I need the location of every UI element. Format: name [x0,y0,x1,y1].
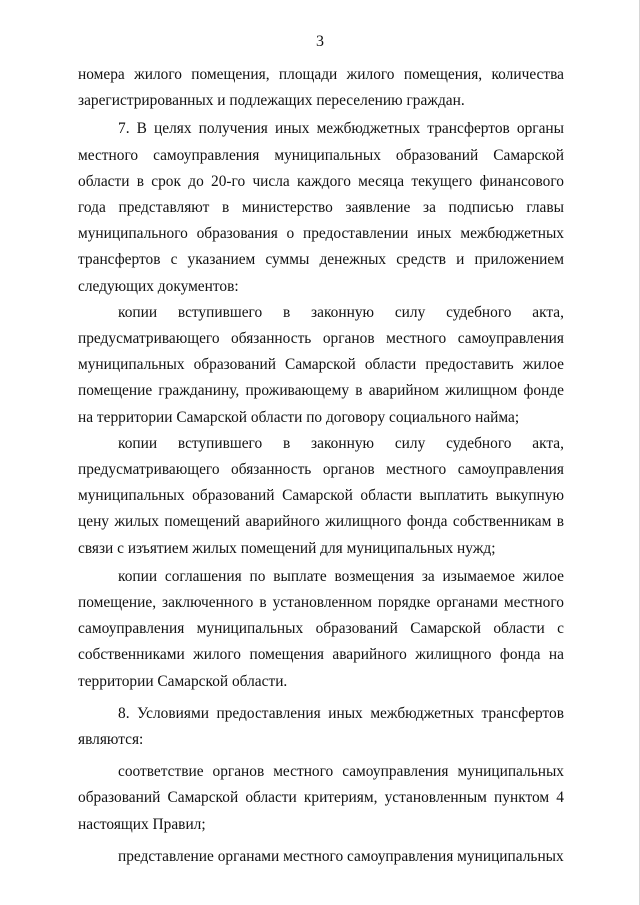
paragraph-clause-7: 7. В целях получения иных межбюджетных трансфертов органы местного самоуправления муниципальных образований Самарской области в срок до 20-го числа каждого месяца текущего финансового года представляют в министерство заявление за подписью главы муниципального образования о предоставлении иных межбюджетных трансфертов с указанием суммы денежных средств и приложением следующих документов: [78,120,564,295]
paragraph-condition-criteria: соответствие органов местного самоуправления муниципальных образований Самарской области критериям, установленным пунктом 4 настоящих Правил; [78,763,564,833]
document-body [78,62,564,870]
paragraph-doc-agreement: копии соглашения по выплате возмещения за изымаемое жилое помещение, заключенного в установленном порядке органами местного самоуправления муниципальных образований Самарской области с собственниками жилого помещения аварийного жилищного фонда на территории Самарской области. [78,567,564,690]
paragraph-doc-court-housing: копии вступившего в законную силу судебного акта, предусматривающего обязанность органов местного самоуправления муниципальных образований Самарской области предоставить жилое помещение гражданину, проживающему в аварийном жилищном фонде на территории Самарской области по договору социального найма; [78,303,564,426]
page-number: 3 [316,33,324,50]
paragraph-clause-8: 8. Условиями предоставления иных межбюджетных трансфертов являются: [78,704,564,749]
paragraph-continuation: номера жилого помещения, площади жилого помещения, количества зарегистрированных и подлежащих переселению граждан. [78,66,564,110]
paragraph-condition-submission: представление органами местного самоуправления муниципальных [118,847,564,865]
paragraph-doc-court-payment: копии вступившего в законную силу судебного акта, предусматривающего обязанность органов местного самоуправления муниципальных образований Самарской области выплатить выкупную цену жилых помещений аварийного жилищного фонда собственникам в связи с изъятием жилых помещений для муниципальных нужд; [78,434,564,557]
